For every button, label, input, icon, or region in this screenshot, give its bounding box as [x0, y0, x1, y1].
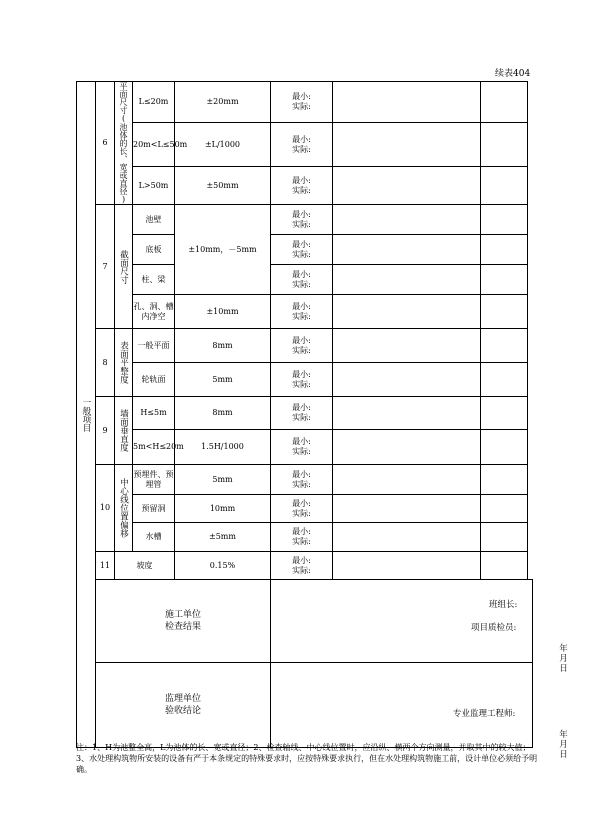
table-row: [77, 430, 533, 465]
table-row: [77, 329, 533, 363]
record-cell[interactable]: [333, 397, 481, 430]
item-no: 9: [96, 397, 115, 465]
tolerance-cell: ±5mm: [175, 523, 271, 552]
table-row: [77, 205, 533, 235]
item-name: 截面尺寸: [118, 249, 129, 284]
item-no: 7: [96, 205, 115, 329]
measure-cell: 最小: 实际:: [271, 363, 333, 397]
measure-cell: 最小: 实际:: [271, 523, 333, 552]
table-row: [77, 122, 533, 167]
item-name-cell: [115, 329, 133, 397]
tolerance-cell: 8mm: [175, 397, 271, 430]
section-label: 一般项目: [81, 397, 91, 432]
tolerance-cell: 5mm: [175, 363, 271, 397]
tolerance-cell: ±50mm: [175, 167, 271, 205]
tolerance-cell: 8mm: [175, 329, 271, 363]
record-cell[interactable]: [333, 265, 481, 295]
record-cell[interactable]: [333, 295, 481, 329]
item-name-cell: [115, 465, 133, 552]
record-cell[interactable]: [333, 122, 481, 167]
item-name: 表面平整度: [118, 341, 129, 384]
record-cell[interactable]: [481, 235, 528, 265]
record-cell[interactable]: [333, 205, 481, 235]
condition-cell: 柱、梁: [133, 265, 175, 295]
record-cell[interactable]: [481, 295, 528, 329]
supervision-row: [77, 663, 533, 748]
record-cell[interactable]: [333, 329, 481, 363]
record-cell[interactable]: [333, 82, 481, 123]
construction-row: [77, 580, 533, 663]
condition-cell: 轮轨面: [133, 363, 175, 397]
condition-cell: L>50m: [133, 167, 175, 205]
supervision-label: 监理单位 验收结论: [96, 663, 271, 748]
construction-label: 施工单位 检查结果: [96, 580, 271, 663]
condition-cell: 池壁: [133, 205, 175, 235]
tolerance-cell: 0.15%: [175, 552, 271, 580]
record-cell[interactable]: [481, 363, 528, 397]
table-row: [77, 82, 533, 123]
measure-cell: 最小: 实际:: [271, 265, 333, 295]
record-cell[interactable]: [481, 465, 528, 495]
tolerance-cell: ±L/1000: [175, 122, 271, 167]
condition-cell: 20m<L≤50m: [133, 122, 175, 167]
item-no: 11: [96, 552, 115, 580]
table-row: [77, 265, 533, 295]
table-row: [77, 295, 533, 329]
supervision-engineer-label: 专业监理工程师:: [453, 709, 516, 719]
team-leader-label: 班组长:: [489, 600, 518, 610]
measure-cell: 最小: 实际:: [271, 495, 333, 523]
record-cell[interactable]: [333, 495, 481, 523]
section-label-cell: [77, 82, 96, 748]
item-no: 6: [96, 82, 115, 205]
construction-date-label: 年 月 日: [559, 644, 577, 674]
footnote: 注：1、H为池整全高，L为池体的长、宽或直径；2、检查轴线、中心线位置时，应沿纵、横两个方向测量，并取其中的较大值；3、水处理构筑物所安装的设备有严于本条规定的特殊要求时，应按特殊要求执行，但在水处理构筑物施工前，设计单位必须给予明确。: [76, 743, 538, 774]
measure-cell: 最小: 实际:: [271, 430, 333, 465]
table-row: [77, 167, 533, 205]
record-cell[interactable]: [481, 122, 528, 167]
tolerance-cell: ±10mm: [175, 295, 271, 329]
measure-cell: 最小: 实际:: [271, 329, 333, 363]
item-name: 坡度: [115, 552, 175, 580]
table-row: [77, 235, 533, 265]
condition-cell: 底板: [133, 235, 175, 265]
measure-cell: 最小: 实际:: [271, 82, 333, 123]
table-row: [77, 465, 533, 495]
record-cell[interactable]: [481, 430, 528, 465]
record-cell[interactable]: [333, 465, 481, 495]
item-name-cell: [115, 205, 133, 329]
record-cell[interactable]: [481, 523, 528, 552]
item-name: 墙面垂直度: [118, 409, 129, 452]
record-cell[interactable]: [481, 329, 528, 363]
measure-cell: 最小: 实际:: [271, 397, 333, 430]
measure-cell: 最小: 实际:: [271, 122, 333, 167]
record-cell[interactable]: [481, 552, 528, 580]
item-name: 中心线位置偏移: [118, 478, 129, 538]
measure-cell: 最小: 实际:: [271, 167, 333, 205]
record-cell[interactable]: [481, 82, 528, 123]
item-name-cell: [115, 82, 133, 205]
table-row: [77, 523, 533, 552]
record-cell[interactable]: [481, 167, 528, 205]
tolerance-cell: 5mm: [175, 465, 271, 495]
measure-cell: 最小: 实际:: [271, 205, 333, 235]
condition-cell: 预留洞: [133, 495, 175, 523]
record-cell[interactable]: [333, 430, 481, 465]
table-row: [77, 397, 533, 430]
record-cell[interactable]: [333, 552, 481, 580]
condition-cell: 一般平面: [133, 329, 175, 363]
quality-inspector-label: 项目质检员:: [471, 623, 517, 633]
item-name-cell: [115, 397, 133, 465]
condition-cell: H≤5m: [133, 397, 175, 430]
tolerance-cell: ±10mm，－5mm: [175, 205, 271, 295]
item-no: 10: [96, 465, 115, 552]
continued-table-label: 续表404: [495, 69, 531, 79]
item-no: 8: [96, 329, 115, 397]
tolerance-cell: 10mm: [175, 495, 271, 523]
record-cell[interactable]: [333, 363, 481, 397]
condition-cell: 水槽: [133, 523, 175, 552]
condition-cell: 5m<H≤20m: [133, 430, 175, 465]
measure-cell: 最小: 实际:: [271, 235, 333, 265]
record-cell[interactable]: [481, 265, 528, 295]
measure-cell: 最小: 实际:: [271, 465, 333, 495]
tolerance-cell: ±20mm: [175, 82, 271, 123]
table-row: [77, 363, 533, 397]
record-cell[interactable]: [333, 167, 481, 205]
record-cell[interactable]: [333, 235, 481, 265]
condition-cell: 孔、洞、槽内净空: [133, 295, 175, 329]
measure-cell: 最小: 实际:: [271, 295, 333, 329]
condition-cell: 预埋件、预埋管: [133, 465, 175, 495]
construction-sign-area[interactable]: [271, 580, 577, 674]
supervision-sign-area[interactable]: [271, 663, 577, 760]
record-cell[interactable]: [481, 495, 528, 523]
measure-cell: 最小: 实际:: [271, 552, 333, 580]
table-row: [77, 552, 533, 580]
item-name: 平面尺寸(池体的长、宽或直径): [119, 82, 128, 204]
record-cell[interactable]: [481, 397, 528, 430]
record-cell[interactable]: [481, 205, 528, 235]
supervision-date-label: 年 月 日: [559, 730, 577, 760]
record-cell[interactable]: [333, 523, 481, 552]
table-row: [77, 495, 533, 523]
tolerance-cell: 1.5H/1000: [175, 430, 271, 465]
condition-cell: L≤20m: [133, 82, 175, 123]
